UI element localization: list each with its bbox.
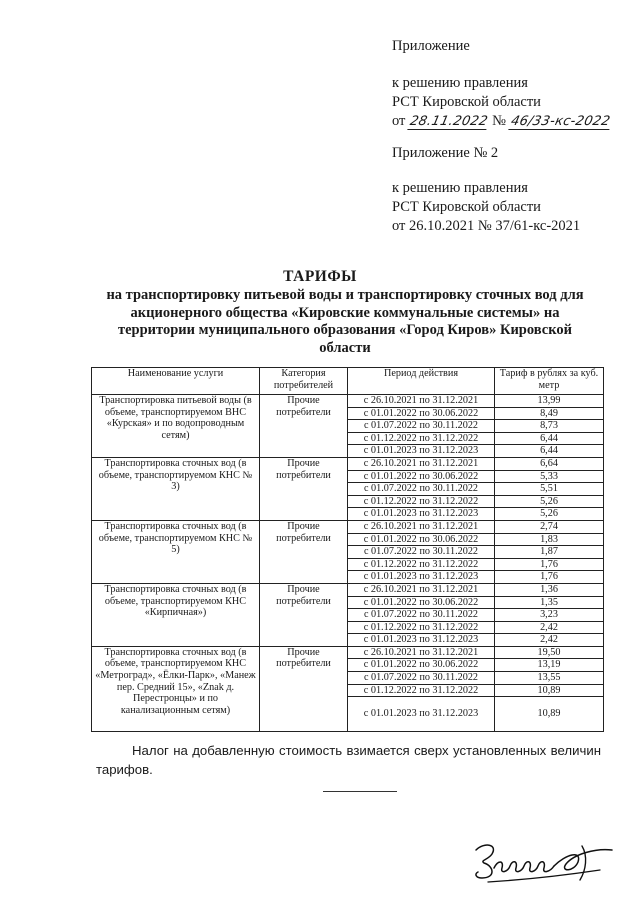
appendix-decision-ref — [392, 74, 610, 131]
period: с 01.07.2022 по 30.11.2022 — [348, 672, 495, 685]
tariff-value: 10,89 — [495, 684, 604, 697]
subtitle-line-1: на транспортировку питьевой воды и транспортировку сточных вод для — [106, 287, 584, 303]
document-title: ТАРИФЫ — [283, 268, 357, 285]
table-row — [92, 395, 604, 408]
period: с 01.07.2022 по 30.11.2022 — [348, 546, 495, 559]
tariff-value: 1,83 — [495, 533, 604, 546]
appendix-label: Приложение — [392, 38, 470, 54]
appendix2-line-2: РСТ Кировской области — [392, 199, 541, 215]
period: с 01.12.2022 по 31.12.2022 — [348, 621, 495, 634]
tariff-value: 1,76 — [495, 571, 604, 584]
period: с 01.07.2022 по 30.11.2022 — [348, 420, 495, 433]
period: с 01.01.2022 по 30.06.2022 — [348, 407, 495, 420]
consumer-category: Прочие потребители — [260, 583, 348, 646]
service-name: Транспортировка сточных вод (в объеме, транспортируемом КНС № 5) — [92, 520, 260, 583]
tariff-value: 2,42 — [495, 621, 604, 634]
document-subtitle — [90, 287, 600, 357]
table-row — [92, 583, 604, 596]
period: с 01.01.2023 по 31.12.2023 — [348, 508, 495, 521]
tariff-value: 6,44 — [495, 445, 604, 458]
table-header-row — [92, 368, 604, 395]
period: с 01.01.2023 по 31.12.2023 — [348, 697, 495, 732]
tariff-value: 1,76 — [495, 558, 604, 571]
period: с 26.10.2021 по 31.12.2021 — [348, 520, 495, 533]
tariff-value: 3,23 — [495, 609, 604, 622]
subtitle-line-3: территории муниципального образования «Город Киров» Кировской — [118, 322, 572, 338]
table-row — [92, 520, 604, 533]
period: с 26.10.2021 по 31.12.2021 — [348, 395, 495, 408]
tariff-value: 5,33 — [495, 470, 604, 483]
appendix-from-prefix: от — [392, 113, 406, 129]
period: с 01.01.2023 по 31.12.2023 — [348, 571, 495, 584]
appendix-date-line — [392, 112, 610, 131]
handwritten-date: 28.11.2022 — [408, 114, 490, 129]
header-category: Категория потребителей — [260, 368, 348, 395]
period: с 26.10.2021 по 31.12.2021 — [348, 646, 495, 659]
header-service: Наименование услуги — [92, 368, 260, 395]
period: с 01.12.2022 по 31.12.2022 — [348, 558, 495, 571]
appendix2-label: Приложение № 2 — [392, 145, 499, 161]
header-tariff: Тариф в рублях за куб. метр — [495, 368, 604, 395]
period: с 01.01.2022 по 30.06.2022 — [348, 470, 495, 483]
appendix2-line-1: к решению правления — [392, 180, 528, 196]
tariff-value: 5,51 — [495, 483, 604, 496]
tariff-value: 2,42 — [495, 634, 604, 647]
period: с 01.07.2022 по 30.11.2022 — [348, 483, 495, 496]
period: с 01.12.2022 по 31.12.2022 — [348, 495, 495, 508]
consumer-category: Прочие потребители — [260, 457, 348, 520]
appendix-header — [392, 37, 470, 56]
divider — [323, 791, 397, 792]
period: с 01.07.2022 по 30.11.2022 — [348, 609, 495, 622]
tariff-table — [91, 367, 604, 732]
tariff-value: 1,35 — [495, 596, 604, 609]
signature-image — [470, 836, 620, 886]
period: с 01.01.2022 по 30.06.2022 — [348, 596, 495, 609]
tariff-value: 1,87 — [495, 546, 604, 559]
period: с 26.10.2021 по 31.12.2021 — [348, 583, 495, 596]
tariff-value: 6,44 — [495, 432, 604, 445]
tariff-value: 13,99 — [495, 395, 604, 408]
period: с 01.12.2022 по 31.12.2022 — [348, 684, 495, 697]
table-row — [92, 457, 604, 470]
consumer-category: Прочие потребители — [260, 395, 348, 458]
period: с 01.01.2022 по 30.06.2022 — [348, 533, 495, 546]
consumer-category: Прочие потребители — [260, 646, 348, 731]
tax-note: Налог на добавленную стоимость взимается сверх установленных величин тарифов. — [96, 743, 601, 777]
subtitle-line-2: акционерного общества «Кировские коммунальные системы» на — [130, 304, 560, 321]
tariff-value: 8,73 — [495, 420, 604, 433]
tariff-value: 6,64 — [495, 457, 604, 470]
service-name: Транспортировка сточных вод (в объеме, транспортируемом КНС № 3) — [92, 457, 260, 520]
period: с 01.01.2023 по 31.12.2023 — [348, 445, 495, 458]
appendix2-header — [392, 144, 498, 163]
service-name: Транспортировка питьевой воды (в объеме, транспортируемом ВНС «Курская» и по водопроводным сетям) — [92, 395, 260, 458]
tariff-value: 13,19 — [495, 659, 604, 672]
appendix2-line-3: от 26.10.2021 № 37/61-кс-2021 — [392, 218, 581, 234]
tariff-value: 2,74 — [495, 520, 604, 533]
tariff-value: 5,26 — [495, 508, 604, 521]
tariff-value: 5,26 — [495, 495, 604, 508]
period: с 01.01.2022 по 30.06.2022 — [348, 659, 495, 672]
subtitle-line-4: области — [319, 339, 371, 356]
tariff-value: 1,36 — [495, 583, 604, 596]
header-period: Период действия — [348, 368, 495, 395]
appendix-line-1: к решению правления — [392, 75, 528, 91]
consumer-category: Прочие потребители — [260, 520, 348, 583]
tariff-value: 8,49 — [495, 407, 604, 420]
period: с 01.01.2023 по 31.12.2023 — [348, 634, 495, 647]
appendix-number-sign: № — [492, 113, 506, 129]
appendix2-decision-ref — [392, 179, 580, 236]
tariff-value: 19,50 — [495, 646, 604, 659]
service-name: Транспортировка сточных вод (в объеме, транспортируемом КНС «Метроград», «Ёлки-Парк», «Манеж пер. Средний 15», «Znak д. Перестронцы» и по канализационным сетям) — [92, 646, 260, 731]
tariff-value: 10,89 — [495, 697, 604, 732]
handwritten-number: 46/33-кс-2022 — [509, 114, 612, 129]
service-name: Транспортировка сточных вод (в объеме, транспортируемом КНС «Кирпичная») — [92, 583, 260, 646]
period: с 26.10.2021 по 31.12.2021 — [348, 457, 495, 470]
table-row — [92, 646, 604, 659]
period: с 01.12.2022 по 31.12.2022 — [348, 432, 495, 445]
tariff-value: 13,55 — [495, 672, 604, 685]
appendix-line-2: РСТ Кировской области — [392, 94, 541, 110]
